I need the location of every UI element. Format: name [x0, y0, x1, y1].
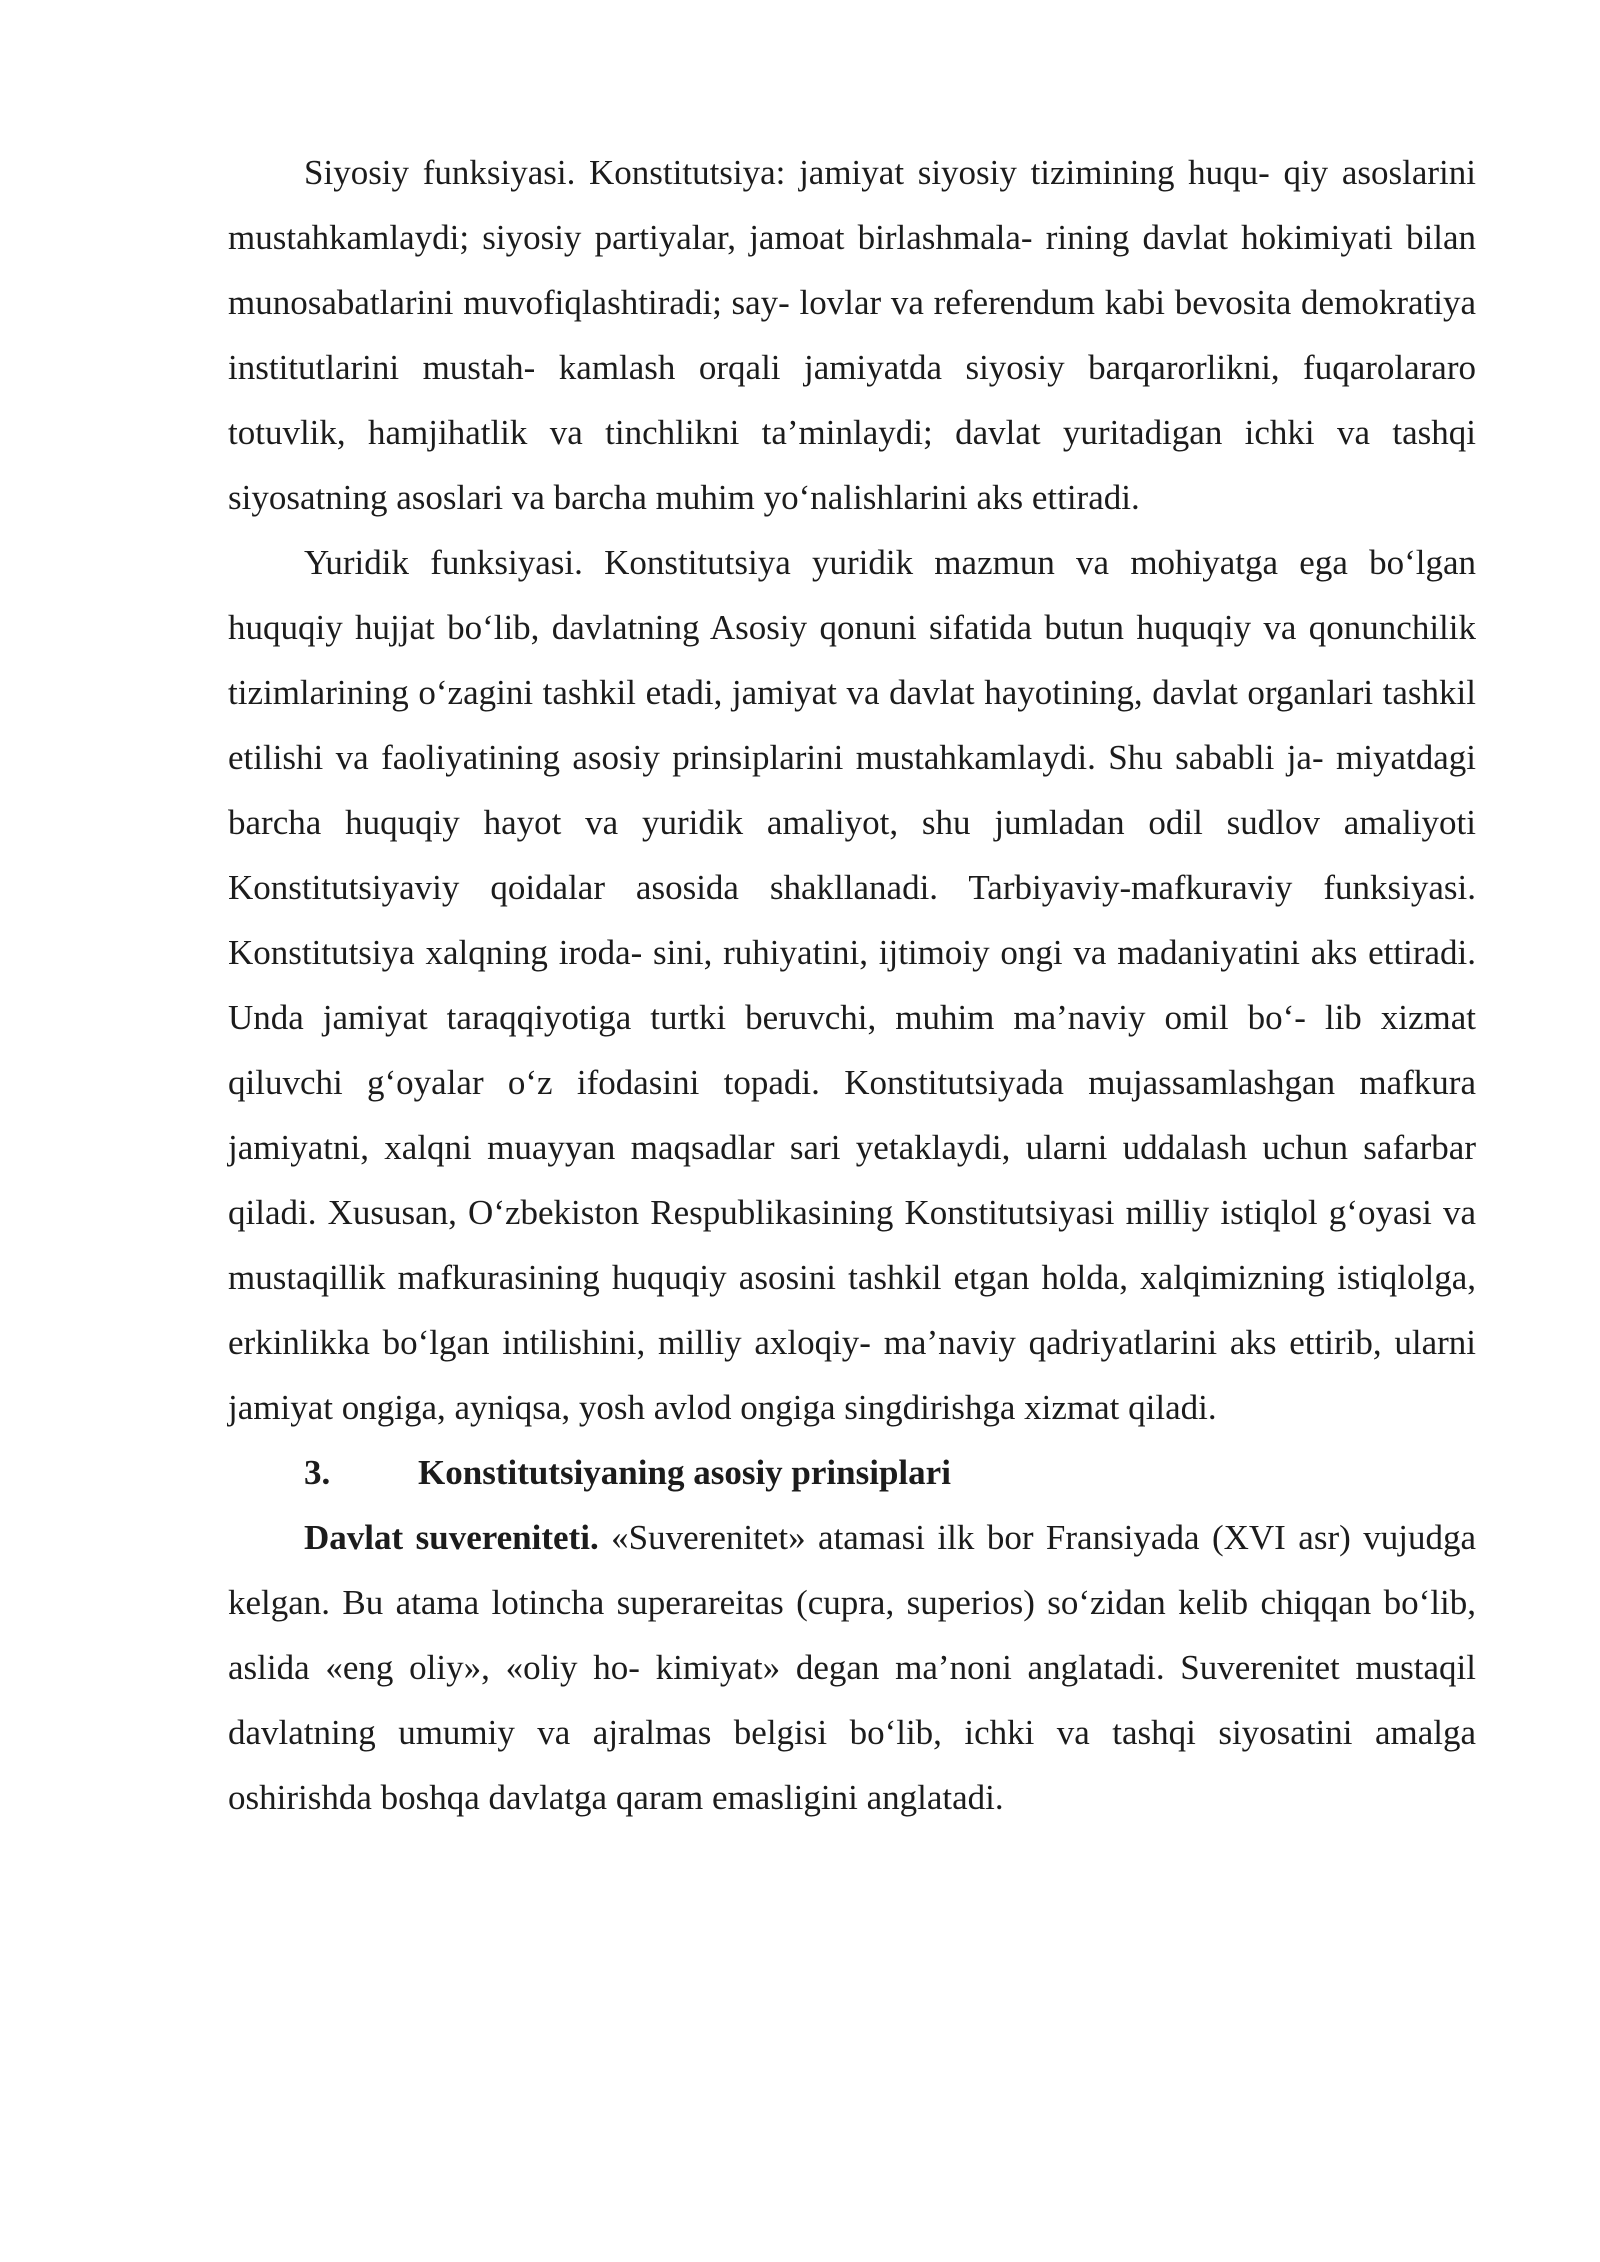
paragraph-state-sovereignty [228, 1505, 1476, 1830]
paragraph-body-text: «Suverenitet» atamasi ilk bor Fransiyada (XVI asr) vujudga kelgan. Bu atama lotincha superareitas (cupra, superios) so‘zidan kelib chiqqan bo‘lib, aslida «eng oliy», «oliy ho- kimiyat» degan ma’noni anglatadi. Suverenitet mustaqil davlatning umumiy va ajralmas belgisi bo‘lib, ichki va tashqi siyosatini amalga oshirishda boshqa davlatga qaram emasligini anglatadi. [228, 1518, 1476, 1817]
paragraph-legal-function: Yuridik funksiyasi. Konstitutsiya yuridik mazmun va mohiyatga ega bo‘lgan huquqiy hujjat bo‘lib, davlatning Asosiy qonuni sifatida butun huquqiy va qonunchilik tizimlarining o‘zagini tashkil etadi, jamiyat va davlat hayotining, davlat organlari tashkil etilishi va faoliyatining asosiy prinsiplarini mustahkamlaydi. Shu sababli ja- miyatdagi barcha huquqiy hayot va yuridik amaliyot, shu jumladan odil sudlov amaliyoti Konstitutsiyaviy qoidalar asosida shakllanadi. Tarbiyaviy-mafkuraviy funksiyasi. Konstitutsiya xalqning iroda- sini, ruhiyatini, ijtimoiy ongi va madaniyatini aks ettiradi. Unda jamiyat taraqqiyotiga turtki beruvchi, muhim ma’naviy omil bo‘- lib xizmat qiluvchi g‘oyalar o‘z ifodasini topadi. Konstitutsiyada mujassamlashgan mafkura jamiyatni, xalqni muayyan maqsadlar sari yetaklaydi, ularni uddalash uchun safarbar qiladi. Xususan, O‘zbekiston Respublikasining Konstitutsiyasi milliy istiqlol g‘oyasi va mustaqillik mafkurasining huquqiy asosini tashkil etgan holda, xalqimizning istiqlolga, erkinlikka bo‘lgan intilishini, milliy axloqiy- ma’naviy qadriyatlarini aks ettirib, ularni jamiyat ongiga, ayniqsa, yosh avlod ongiga singdirishga xizmat qiladi. [228, 543, 1476, 1427]
section-heading [228, 1440, 1476, 1505]
section-heading-text: Konstitutsiyaning asosiy prinsiplari [418, 1453, 951, 1492]
paragraph-political-function: Siyosiy funksiyasi. Konstitutsiya: jamiyat siyosiy tizimining huqu- qiy asoslarini mustahkamlaydi; siyosiy partiyalar, jamoat birlashmala- rining davlat hokimiyati bilan munosabatlarini muvofiqlashtiradi; say- lovlar va referendum kabi bevosita demokratiya institutlarini mustah- kamlash orqali jamiyatda siyosiy barqarorlikni, fuqarolararo totuvlik, hamjihatlik va tinchlikni ta’minlaydi; davlat yuritadigan ichki va tashqi siyosatning asoslari va barcha muhim yo‘nalishlarini aks ettiradi. [228, 153, 1476, 517]
paragraph-lead-term: Davlat suvereniteti. [304, 1518, 599, 1557]
document-page [228, 140, 1476, 1830]
section-heading-number: 3. [304, 1453, 331, 1492]
